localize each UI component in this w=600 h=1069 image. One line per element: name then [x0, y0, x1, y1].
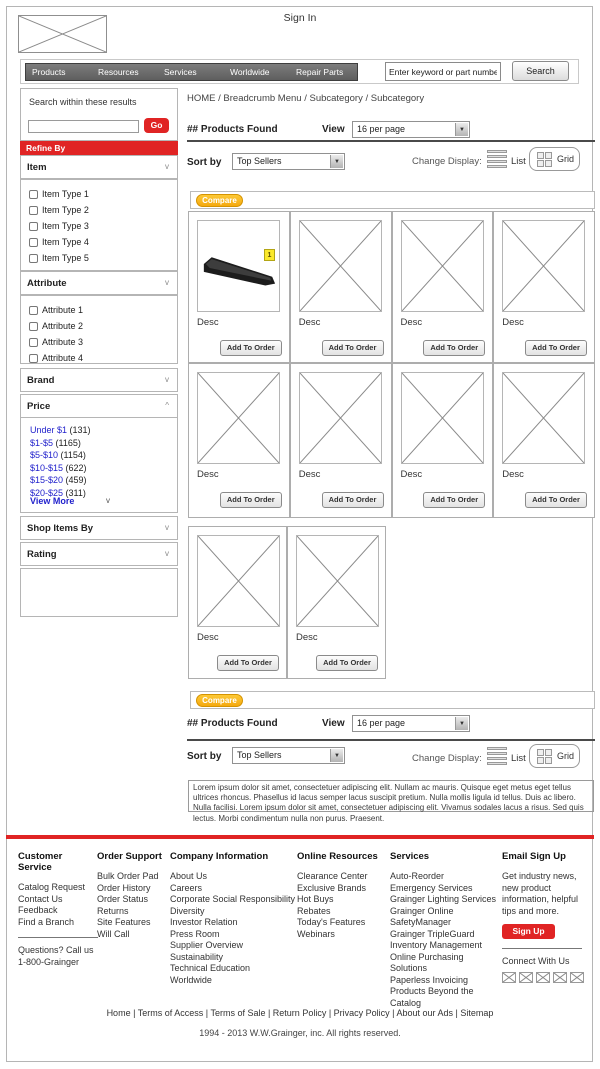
per-page-dropdown[interactable] — [352, 121, 470, 138]
footer-link[interactable]: Webinars — [297, 928, 335, 939]
product-desc[interactable]: Desc — [400, 469, 423, 480]
go-button[interactable]: Go — [144, 118, 169, 133]
price-link-row: $20-$25 (311) — [30, 487, 86, 498]
legal-links[interactable]: Home | Terms of Access | Terms of Sale | Return Policy | Privacy Policy | About our Ads | Sitemap — [106, 1008, 494, 1018]
divider — [187, 140, 595, 142]
filter-section-brand[interactable] — [20, 368, 178, 392]
grid-view-button-label: Grid — [557, 154, 575, 164]
price-link-row: $5-$10 (1154) — [30, 450, 86, 460]
x-placeholder-icon — [300, 221, 381, 311]
footer-link[interactable]: Order History — [97, 882, 151, 893]
per-page-value: 16 per page — [357, 124, 406, 134]
add-to-order-button[interactable]: Add To Order — [423, 492, 485, 508]
footer-link[interactable]: Supplier Overview — [170, 940, 244, 950]
add-to-order-button[interactable]: Add To Order — [217, 655, 279, 671]
per-page-value: 16 per page — [357, 718, 406, 728]
add-to-order-button[interactable]: Add To Order — [220, 340, 282, 356]
add-to-order-button[interactable]: Add To Order — [220, 492, 282, 508]
checkbox-icon[interactable] — [29, 222, 38, 231]
checkbox-item-type-3[interactable]: Item Type 3 — [29, 218, 177, 234]
checkbox-icon[interactable] — [29, 190, 38, 199]
view-label: View — [322, 124, 345, 135]
product-image-placeholder[interactable] — [299, 220, 382, 312]
grid-view-button[interactable] — [529, 744, 580, 768]
footer-col-title: Services — [390, 851, 430, 862]
footer-link[interactable]: Clearance Center — [297, 871, 368, 881]
attribute-filter-list — [20, 295, 178, 364]
product-image-placeholder[interactable] — [502, 220, 585, 312]
footer-link[interactable]: Feedback — [18, 905, 58, 915]
grid-view-button[interactable] — [529, 147, 580, 171]
nav-item-worldwide[interactable]: Worldwide — [230, 67, 270, 77]
product-grid-row3 — [188, 526, 386, 679]
sort-by-label: Sort by — [187, 751, 222, 762]
social-placeholder-icon[interactable] — [502, 972, 516, 983]
product-desc[interactable]: Desc — [197, 469, 219, 480]
dropdown-arrow-icon[interactable]: ▼ — [455, 717, 468, 730]
dropdown-arrow-icon[interactable]: ▼ — [330, 155, 343, 168]
footer-col-title: Online Resources — [297, 851, 378, 862]
item-filter-list — [20, 179, 178, 271]
footer-col-title: Company Information — [170, 851, 269, 862]
footer-link[interactable]: Site Features — [97, 917, 151, 927]
checkbox-icon[interactable] — [29, 338, 38, 347]
footer-link[interactable]: Rebates — [297, 905, 331, 916]
social-placeholder-icon[interactable] — [536, 972, 550, 983]
footer-link[interactable]: Contact Us — [18, 893, 63, 904]
footer-link[interactable]: Catalog Request — [18, 882, 86, 892]
sort-value: Top Sellers — [237, 750, 282, 760]
product-desc[interactable]: Desc — [197, 632, 219, 643]
checkbox-icon[interactable] — [29, 206, 38, 215]
footer-link[interactable]: Press Room — [170, 928, 220, 939]
x-placeholder-icon — [402, 373, 483, 463]
x-placeholder-icon — [198, 536, 279, 626]
product-cell — [188, 526, 287, 679]
footer-link[interactable]: Bulk Order Pad — [97, 871, 159, 881]
copyright-text: 1994 - 2013 W.W.Grainger, inc. All rights reserved. — [199, 1028, 401, 1038]
filter-section-attribute[interactable] — [20, 271, 178, 295]
chevron-down-icon: v — [165, 278, 169, 287]
refine-by-header: Refine By — [20, 141, 178, 155]
search-button[interactable]: Search — [512, 61, 569, 81]
x-placeholder-icon — [300, 373, 381, 463]
chevron-up-icon: ^ — [165, 401, 169, 410]
footer-col-customer-service — [18, 851, 98, 968]
logo-placeholder-image — [18, 15, 107, 53]
grid-view-icon — [537, 152, 553, 168]
product-image-placeholder[interactable] — [197, 535, 280, 627]
footer-link[interactable]: Paperless Invoicing — [390, 974, 469, 985]
product-cell — [188, 363, 290, 518]
divider — [502, 948, 582, 949]
price-link-row: $10-$15 (622) — [30, 462, 87, 473]
divider — [18, 937, 98, 938]
product-cell — [392, 363, 494, 518]
compare-button[interactable]: Compare — [196, 694, 243, 707]
list-view-icon[interactable] — [487, 150, 507, 170]
footer-col-email-sign-up — [502, 851, 590, 983]
keyword-search-input[interactable] — [385, 62, 501, 81]
breadcrumb[interactable]: HOME / Breadcrumb Menu / Subcategory / Subcategory — [187, 93, 425, 104]
price-link[interactable]: $15-$20 — [30, 475, 64, 485]
footer-link[interactable]: Emergency Services — [390, 882, 473, 893]
product-cell — [392, 211, 494, 363]
footer-col-services — [390, 851, 503, 1009]
change-display-label: Change Display: — [412, 156, 482, 167]
add-to-order-button[interactable]: Add To Order — [525, 340, 587, 356]
chevron-down-icon: v — [165, 162, 169, 171]
footer-divider-bar — [6, 835, 594, 839]
price-link[interactable]: $20-$25 — [30, 487, 64, 498]
sort-dropdown[interactable] — [232, 747, 345, 764]
chevron-down-icon: v — [165, 523, 169, 532]
footer-link[interactable]: About Us — [170, 871, 208, 881]
x-placeholder-icon — [402, 221, 483, 311]
footer-link[interactable]: Corporate Social Responsibility — [170, 894, 296, 904]
filter-section-shop-items-by-title: Shop Items By — [27, 523, 93, 534]
nav-item-resources[interactable]: Resources — [98, 67, 139, 77]
checkbox-icon[interactable] — [29, 238, 38, 247]
footer-link[interactable]: Today's Features — [297, 917, 366, 927]
list-view-button[interactable]: List — [511, 753, 526, 764]
filter-section-price-title: Price — [27, 401, 51, 412]
footer-phone-number: 1-800-Grainger — [18, 956, 80, 967]
filter-section-attribute-title: Attribute — [27, 278, 67, 289]
price-link-row: $15-$20 (459) — [30, 475, 87, 485]
filter-section-item-title: Item — [27, 162, 47, 173]
add-to-order-button[interactable]: Add To Order — [322, 492, 384, 508]
footer-link[interactable]: Exclusive Brands — [297, 882, 367, 893]
price-link[interactable]: $10-$15 — [30, 462, 64, 473]
product-image-placeholder[interactable] — [197, 372, 280, 464]
checkbox-item-type-5[interactable]: Item Type 5 — [29, 250, 177, 266]
change-display-label: Change Display: — [412, 753, 482, 764]
compare-count-badge: 1 — [264, 249, 275, 261]
category-description-box: Lorem ipsum dolor sit amet, consectetuer adipiscing elit. Nullam ac mauris. Quisque eget metus eget tellus ultrices rhoncus. Phasellus id lacus semper lacus suscipit pretium. Nulla mollis ligula id tellus. Duis ac libero. Nulla facilisi. Lorem ipsum dolor sit amet, consectetuer adipiscing elit. Vivamus sodales lacus a risus. Sed quis lectus. Morbi condimentum nulla non purus. Praesent. — [188, 780, 594, 812]
price-filter-list — [20, 417, 178, 513]
product-desc[interactable]: Desc — [400, 317, 423, 328]
product-desc[interactable]: Desc — [298, 317, 321, 328]
add-to-order-button[interactable]: Add To Order — [322, 340, 384, 356]
list-view-icon[interactable] — [487, 747, 507, 767]
footer-link[interactable]: Online Purchasing Solutions — [390, 951, 464, 973]
product-grid — [188, 211, 595, 518]
sidebar-search-input[interactable] — [28, 120, 139, 133]
footer-col-title: Email Sign Up — [502, 851, 566, 862]
footer-link[interactable]: Sustainability — [170, 951, 224, 962]
checkbox-attribute-2[interactable]: Attribute 2 — [29, 318, 177, 334]
chevron-down-icon: v — [106, 496, 110, 505]
price-link[interactable]: $5-$10 — [30, 450, 59, 460]
connect-with-us-label: Connect With Us — [502, 956, 570, 966]
footer-phone-note: Questions? Call us — [18, 945, 94, 955]
price-link-row: Under $1 (131) — [30, 425, 91, 435]
product-image-placeholder[interactable] — [502, 372, 585, 464]
nav-item-repair-parts[interactable]: Repair Parts — [296, 67, 344, 77]
x-placeholder-icon — [503, 373, 584, 463]
add-to-order-button[interactable]: Add To Order — [423, 340, 485, 356]
product-desc[interactable]: Desc — [197, 317, 219, 328]
footer-link[interactable]: Grainger Lighting Services — [390, 894, 497, 904]
sort-by-label: Sort by — [187, 157, 222, 168]
per-page-dropdown[interactable] — [352, 715, 470, 732]
checkbox-icon[interactable] — [29, 306, 38, 315]
add-to-order-button[interactable]: Add To Order — [316, 655, 378, 671]
price-link[interactable]: $1-$5 — [30, 437, 54, 448]
price-link[interactable]: Under $1 — [30, 425, 68, 435]
product-cell — [493, 363, 595, 518]
pen-product-image[interactable] — [197, 220, 280, 312]
sort-value: Top Sellers — [237, 156, 282, 166]
x-placeholder-icon — [297, 536, 378, 626]
price-link-row: $1-$5 (1165) — [30, 437, 81, 448]
product-cell — [493, 211, 595, 363]
nav-item-services[interactable]: Services — [164, 67, 197, 77]
footer-col-company-information — [170, 851, 296, 986]
product-cell — [188, 211, 290, 363]
social-icons-row — [502, 972, 590, 983]
filter-section-item[interactable] — [20, 155, 178, 179]
grid-view-button-label: Grid — [557, 751, 575, 761]
footer-link[interactable]: Grainger TripleGuard — [390, 928, 475, 939]
product-cell — [287, 526, 386, 679]
x-placeholder-icon — [503, 221, 584, 311]
footer-link[interactable]: Inventory Management — [390, 940, 483, 950]
social-placeholder-icon[interactable] — [519, 972, 533, 983]
product-image-placeholder[interactable] — [401, 220, 484, 312]
footer-link[interactable]: SafetyManager — [390, 917, 452, 927]
compare-bar-top — [190, 191, 595, 209]
chevron-down-icon: v — [165, 549, 169, 558]
checkbox-item-type-2[interactable]: Item Type 2 — [29, 202, 177, 218]
footer-col-title: Customer Service — [18, 851, 63, 873]
dropdown-arrow-icon[interactable]: ▼ — [330, 749, 343, 762]
nav-item-products[interactable]: Products — [32, 67, 66, 77]
footer-link[interactable]: Technical Education — [170, 963, 251, 973]
compare-button[interactable]: Compare — [196, 194, 243, 207]
filter-section-rating[interactable] — [20, 542, 178, 566]
filter-section-brand-title: Brand — [27, 375, 55, 386]
footer-link[interactable]: Auto-Reorder — [390, 871, 445, 881]
footer-link[interactable]: Investor Relation — [170, 917, 238, 927]
products-found-count: ## Products Found — [187, 124, 278, 135]
chevron-down-icon: v — [165, 375, 169, 384]
footer-col-title: Order Support — [97, 851, 162, 862]
product-desc[interactable]: Desc — [502, 317, 524, 328]
product-desc[interactable]: Desc — [502, 469, 524, 480]
filter-section-rating-title: Rating — [27, 549, 57, 560]
product-desc[interactable]: Desc — [298, 469, 321, 480]
footer-link[interactable]: Worldwide — [170, 974, 212, 985]
products-found-count: ## Products Found — [187, 718, 278, 729]
filter-section-price[interactable] — [20, 394, 178, 418]
product-image-placeholder[interactable] — [299, 372, 382, 464]
email-signup-text: Get industry news, new product information, helpful tips and more. — [502, 871, 579, 916]
footer-col-order-support — [97, 851, 167, 940]
list-view-button[interactable]: List — [511, 156, 526, 167]
social-placeholder-icon[interactable] — [570, 972, 584, 983]
product-cell — [290, 211, 392, 363]
checkbox-icon[interactable] — [29, 254, 38, 263]
product-image-placeholder[interactable] — [296, 535, 379, 627]
x-placeholder-icon — [19, 16, 106, 52]
footer-link[interactable]: Grainger Online — [390, 905, 454, 916]
pen-image — [198, 221, 279, 311]
checkbox-attribute-1[interactable]: Attribute 1 — [29, 302, 177, 318]
view-label: View — [322, 718, 345, 729]
dropdown-arrow-icon[interactable]: ▼ — [455, 123, 468, 136]
x-placeholder-icon — [198, 373, 279, 463]
sidebar-search-box — [20, 88, 178, 141]
product-desc[interactable]: Desc — [296, 632, 318, 643]
sign-in-link[interactable]: Sign In — [283, 12, 317, 24]
divider — [187, 739, 595, 741]
sort-dropdown[interactable] — [232, 153, 345, 170]
checkbox-item-type-1[interactable]: Item Type 1 — [29, 186, 177, 202]
footer-link[interactable]: Diversity — [170, 905, 205, 916]
footer-link[interactable]: Find a Branch — [18, 916, 75, 927]
footer-link[interactable]: Order Status — [97, 894, 149, 904]
checkbox-icon[interactable] — [29, 322, 38, 331]
add-to-order-button[interactable]: Add To Order — [525, 492, 587, 508]
social-placeholder-icon[interactable] — [553, 972, 567, 983]
checkbox-icon[interactable] — [29, 354, 38, 363]
sign-up-button[interactable]: Sign Up — [502, 924, 555, 939]
compare-bar-bottom — [190, 691, 595, 709]
filter-section-shop-items-by[interactable] — [20, 516, 178, 540]
footer-col-online-resources — [297, 851, 387, 940]
checkbox-attribute-4[interactable]: Attribute 4 — [29, 350, 177, 366]
footer-link[interactable]: Will Call — [97, 928, 130, 939]
product-cell — [290, 363, 392, 518]
checkbox-item-type-4[interactable]: Item Type 4 — [29, 234, 177, 250]
footer-link[interactable]: Hot Buys — [297, 894, 334, 904]
sidebar-search-label: Search within these results — [29, 97, 137, 107]
footer-link[interactable]: Returns — [97, 905, 129, 916]
main-nav — [25, 63, 358, 81]
checkbox-attribute-3[interactable]: Attribute 3 — [29, 334, 177, 350]
footer-link[interactable]: Careers — [170, 882, 203, 893]
product-image-placeholder[interactable] — [401, 372, 484, 464]
sidebar-empty-box — [20, 568, 178, 617]
footer-link[interactable]: Products Beyond the Catalog — [390, 986, 474, 1008]
grid-view-icon — [537, 749, 553, 765]
view-more-link[interactable]: View More — [30, 496, 75, 506]
